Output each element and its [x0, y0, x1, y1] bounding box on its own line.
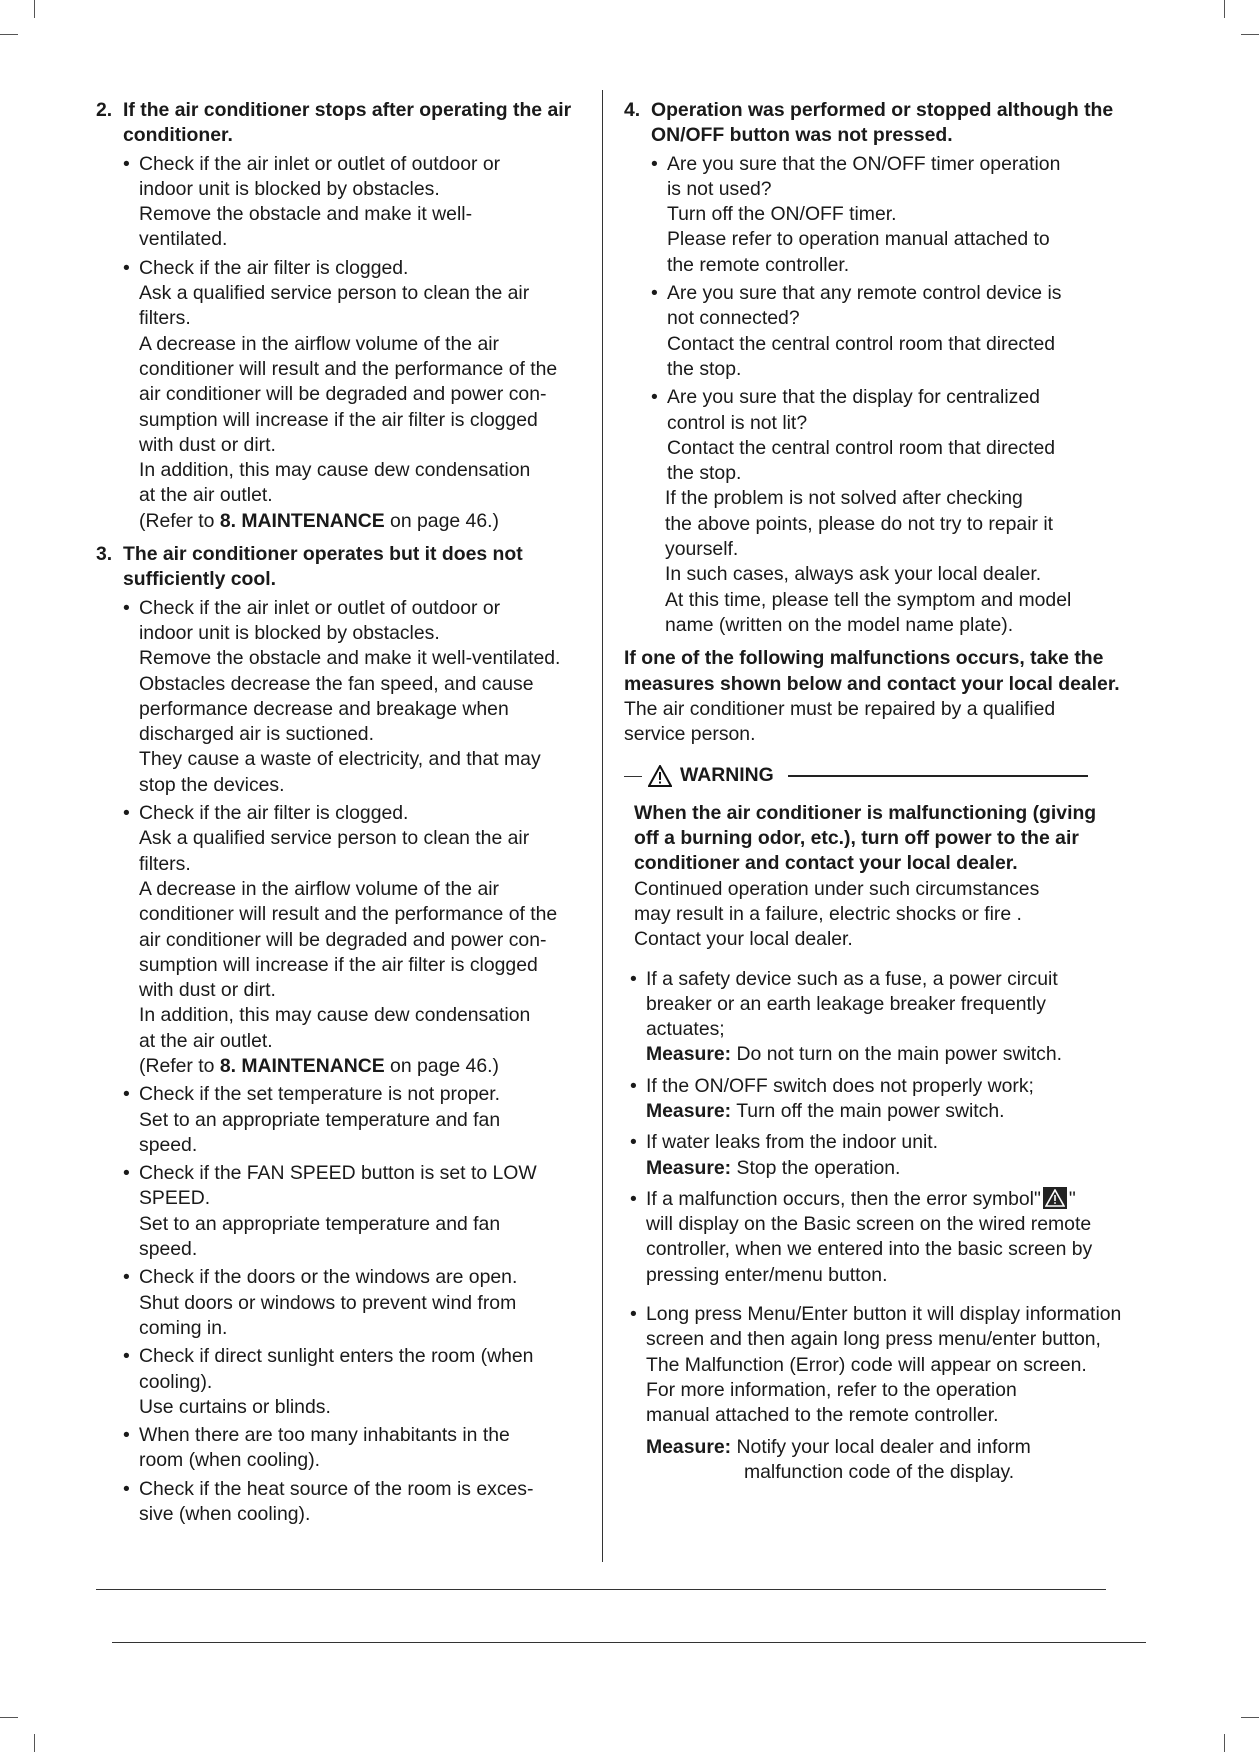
malfunction-item [624, 967, 1164, 1068]
bullet: • [123, 1083, 130, 1106]
reference-line: (Refer to 8. MAINTENANCE on page 46.) [139, 1054, 499, 1077]
section-2 [96, 98, 596, 534]
text-line: SPEED. [139, 1187, 211, 1210]
bullet: • [651, 152, 658, 175]
reference-line: (Refer to 8. MAINTENANCE on page 46.) [139, 509, 499, 532]
warning-header [624, 763, 1164, 788]
bullet: • [123, 256, 130, 279]
text-line: Long press Menu/Enter button it will display information [646, 1303, 1122, 1326]
text-line: breaker or an earth leakage breaker frequently [646, 992, 1046, 1015]
item-text [646, 1074, 1164, 1099]
bullet: • [123, 1162, 130, 1185]
text-line: Set to an appropriate temperature and fan [139, 1108, 501, 1131]
text-line: Are you sure that any remote control device is [667, 282, 1062, 305]
bullet: • [123, 596, 130, 619]
item-text: If a malfunction occurs, then the error symbol" [646, 1187, 1041, 1210]
text-line: Check if the doors or the windows are open. [139, 1266, 518, 1289]
bullet: • [123, 1477, 130, 1500]
text-line: In addition, this may cause dew condensation [139, 1004, 531, 1027]
malfunction-item [624, 1302, 1164, 1485]
list-item [96, 596, 596, 798]
text-line: Check if the air inlet or outlet of outdoor or [139, 596, 501, 619]
text-line: Check if the FAN SPEED button is set to LOW [139, 1162, 537, 1185]
text-line: name (written on the model name plate). [665, 613, 1014, 636]
text-line: controller, when we entered into the basic screen by [646, 1238, 1093, 1261]
text-line: at the air outlet. [139, 1029, 273, 1052]
text-line: filters. [139, 307, 191, 330]
text-line: air conditioner will be degraded and power con- [139, 928, 547, 951]
text-line: the remote controller. [667, 253, 850, 276]
footer-rule-lower [112, 1642, 1146, 1643]
text-line: Ask a qualified service person to clean the air [139, 282, 530, 305]
warning-dash [624, 776, 642, 777]
text-line: Check if the set temperature is not proper. [139, 1083, 501, 1106]
item-text [646, 1302, 1164, 1428]
text-line: Set to an appropriate temperature and fan [139, 1212, 501, 1235]
measure-line [646, 1042, 1164, 1067]
measure-text: Do not turn on the main power switch. [736, 1043, 1063, 1066]
list-item [96, 152, 596, 253]
text-line: A decrease in the airflow volume of the air [139, 332, 499, 355]
malfunction-item [624, 1074, 1164, 1125]
measure-line [646, 1435, 1164, 1460]
bullet: • [630, 1131, 637, 1154]
bullet: • [630, 967, 637, 990]
text-line: with dust or dirt. [139, 433, 276, 456]
text-line: Check if direct sunlight enters the room (when [139, 1345, 534, 1368]
crop-mark [1224, 1734, 1225, 1752]
measure-label: Measure: [646, 1435, 732, 1458]
list-item [96, 801, 596, 1079]
text-line: indoor unit is blocked by obstacles. [139, 621, 440, 644]
bullet: • [123, 1424, 130, 1447]
malfunction-heading: If one of the following malfunctions occurs, take the measures shown below and contact your local dealer. [624, 647, 1120, 695]
text-line: stop the devices. [139, 773, 285, 796]
text-line: is not used? [667, 177, 772, 200]
text-line: A decrease in the airflow volume of the air [139, 877, 499, 900]
text-line: If the problem is not solved after checking [665, 487, 1023, 510]
list-item [624, 281, 1164, 382]
text-line: Remove the obstacle and make it well-ventilated. [139, 647, 561, 670]
text-line: Obstacles decrease the fan speed, and cause [139, 672, 534, 695]
section-number: 3. [96, 543, 113, 566]
measure-label: Measure: [646, 1156, 732, 1179]
section-number: 4. [624, 99, 641, 121]
text-line: manual attached to the remote controller. [646, 1404, 999, 1427]
footer-rule-upper [96, 1589, 1106, 1590]
text-line: filters. [139, 852, 191, 875]
right-column [624, 98, 1164, 1485]
error-symbol-icon [1043, 1187, 1067, 1209]
section-3 [96, 542, 596, 1527]
list-item [96, 1265, 596, 1341]
text-line: the stop. [667, 462, 742, 485]
list-item [96, 1344, 596, 1420]
measure-text: Stop the operation. [736, 1156, 901, 1179]
text-line: They cause a waste of electricity, and that may [139, 748, 541, 771]
text-line: conditioner will result and the performance of the [139, 903, 558, 926]
text-line: Shut doors or windows to prevent wind from [139, 1291, 517, 1314]
text-line: When there are too many inhabitants in the [139, 1424, 510, 1447]
text-line: Remove the obstacle and make it well- [139, 203, 473, 226]
warning-text [634, 877, 1164, 953]
text-line: Use curtains or blinds. [139, 1395, 331, 1418]
text-line: Check if the air filter is clogged. [139, 256, 409, 279]
warning-body [624, 801, 1164, 953]
error-symbol-line [646, 1187, 1164, 1212]
text-line: control is not lit? [667, 411, 808, 434]
text-line: Contact the central control room that directed [667, 436, 1056, 459]
text-line: yourself. [665, 538, 739, 561]
text-line: screen and then again long press menu/enter button, [646, 1328, 1101, 1351]
text-line: In addition, this may cause dew condensation [139, 459, 531, 482]
crop-mark [1224, 0, 1225, 18]
text-line: Continued operation under such circumstances [634, 877, 1040, 900]
item-text [646, 1212, 1164, 1288]
item-list [624, 152, 1164, 487]
bullet: • [651, 282, 658, 305]
malfunction-item [624, 1187, 1164, 1288]
bullet: • [123, 1266, 130, 1289]
item-text: " [1068, 1187, 1076, 1210]
bullet: • [630, 1074, 637, 1097]
bullet: • [123, 152, 130, 175]
section-title: Operation was performed or stopped although the ON/OFF button was not pressed. [651, 99, 1114, 147]
text-line: the stop. [667, 357, 742, 380]
section-title: If the air conditioner stops after operating the air conditioner. [123, 99, 572, 147]
text-line: room (when cooling). [139, 1449, 321, 1472]
text-line: pressing enter/menu button. [646, 1263, 888, 1286]
item-text [646, 967, 1164, 1043]
section-number: 2. [96, 99, 113, 121]
text-line: performance decrease and breakage when [139, 697, 509, 720]
text-line: at the air outlet. [139, 484, 273, 507]
text-line: sive (when cooling). [139, 1503, 311, 1526]
crop-mark [0, 34, 18, 35]
measure-label: Measure: [646, 1099, 732, 1122]
text-line: will display on the Basic screen on the wired remote [646, 1213, 1092, 1236]
text-line: with dust or dirt. [139, 979, 276, 1002]
text-line: sumption will increase if the air filter is clogged [139, 408, 538, 431]
text-line: not connected? [667, 307, 800, 330]
text-line: If the ON/OFF switch does not properly work; [646, 1074, 1034, 1097]
section-title: The air conditioner operates but it does not sufficiently cool. [123, 543, 523, 591]
measure-text: malfunction code of the display. [744, 1460, 1015, 1483]
section-heading [96, 98, 596, 149]
malfunction-text: The air conditioner must be repaired by a qualified service person. [624, 697, 1056, 746]
text-line: Check if the air inlet or outlet of outdoor or [139, 152, 501, 175]
bullet: • [630, 1303, 637, 1326]
measure-text: Notify your local dealer and inform [736, 1435, 1031, 1458]
text-line: The Malfunction (Error) code will appear on screen. [646, 1353, 1087, 1376]
text-line: Are you sure that the display for centralized [667, 386, 1040, 409]
item-list [96, 152, 596, 534]
list-item [96, 256, 596, 534]
crop-mark [1241, 34, 1259, 35]
section-heading [624, 98, 1164, 149]
text-line: sumption will increase if the air filter is clogged [139, 953, 538, 976]
warning-label: WARNING [680, 764, 774, 787]
warning-triangle-icon [648, 765, 672, 787]
text-line: ventilated. [139, 228, 228, 251]
list-item [96, 1423, 596, 1474]
crop-mark [0, 1717, 18, 1718]
warning-bold: When the air conditioner is malfunctioning (giving off a burning odor, etc.), turn off power to the air conditioner and contact your local dealer. [634, 801, 1097, 875]
item-text [646, 1130, 1164, 1155]
bullet: • [123, 802, 130, 825]
crop-mark [34, 0, 35, 18]
bullet: • [651, 386, 658, 409]
text-line: speed. [139, 1133, 198, 1156]
item-list [96, 596, 596, 1528]
measure-line [646, 1099, 1164, 1124]
text-line: If a safety device such as a fuse, a power circuit [646, 967, 1058, 990]
text-line: Check if the air filter is clogged. [139, 802, 409, 825]
measure-label: Measure: [646, 1043, 732, 1066]
list-item [96, 1161, 596, 1262]
left-column [96, 98, 596, 1535]
malfunction-item [624, 1130, 1164, 1181]
bullet: • [123, 1345, 130, 1368]
measure-text: Turn off the main power switch. [736, 1099, 1005, 1122]
text-line: air conditioner will be degraded and power con- [139, 383, 547, 406]
text-line: conditioner will result and the performance of the [139, 357, 558, 380]
text-line: For more information, refer to the operation [646, 1378, 1017, 1401]
list-item [624, 152, 1164, 278]
column-divider [602, 90, 603, 1562]
list-item [96, 1082, 596, 1158]
crop-mark [1241, 1717, 1259, 1718]
text-line: Contact the central control room that directed [667, 332, 1056, 355]
text-line: discharged air is suctioned. [139, 723, 374, 746]
section-4 [624, 98, 1164, 638]
text-line: Contact your local dealer. [634, 928, 853, 951]
text-line: may result in a failure, electric shocks or fire . [634, 902, 1022, 925]
section-heading [96, 542, 596, 593]
text-line: Ask a qualified service person to clean the air [139, 827, 530, 850]
text-line: speed. [139, 1238, 198, 1261]
text-line: Are you sure that the ON/OFF timer operation [667, 152, 1061, 175]
list-item [96, 1477, 596, 1528]
text-line: coming in. [139, 1316, 228, 1339]
list-item [624, 385, 1164, 486]
warning-rule [788, 775, 1088, 777]
text-line: indoor unit is blocked by obstacles. [139, 177, 440, 200]
measure-line [646, 1156, 1164, 1181]
bullet: • [630, 1187, 637, 1210]
crop-mark [34, 1734, 35, 1752]
text-line: At this time, please tell the symptom and model [665, 588, 1072, 611]
text-line: Check if the heat source of the room is exces- [139, 1477, 534, 1500]
text-line: cooling). [139, 1370, 213, 1393]
text-line: the above points, please do not try to repair it [665, 512, 1054, 535]
text-line: In such cases, always ask your local dealer. [665, 563, 1042, 586]
text-line: Please refer to operation manual attached to [667, 228, 1050, 251]
text-line: Turn off the ON/OFF timer. [667, 203, 897, 226]
text-line: If water leaks from the indoor unit. [646, 1131, 939, 1154]
text-line: actuates; [646, 1018, 725, 1041]
dealer-advice [624, 486, 1164, 638]
